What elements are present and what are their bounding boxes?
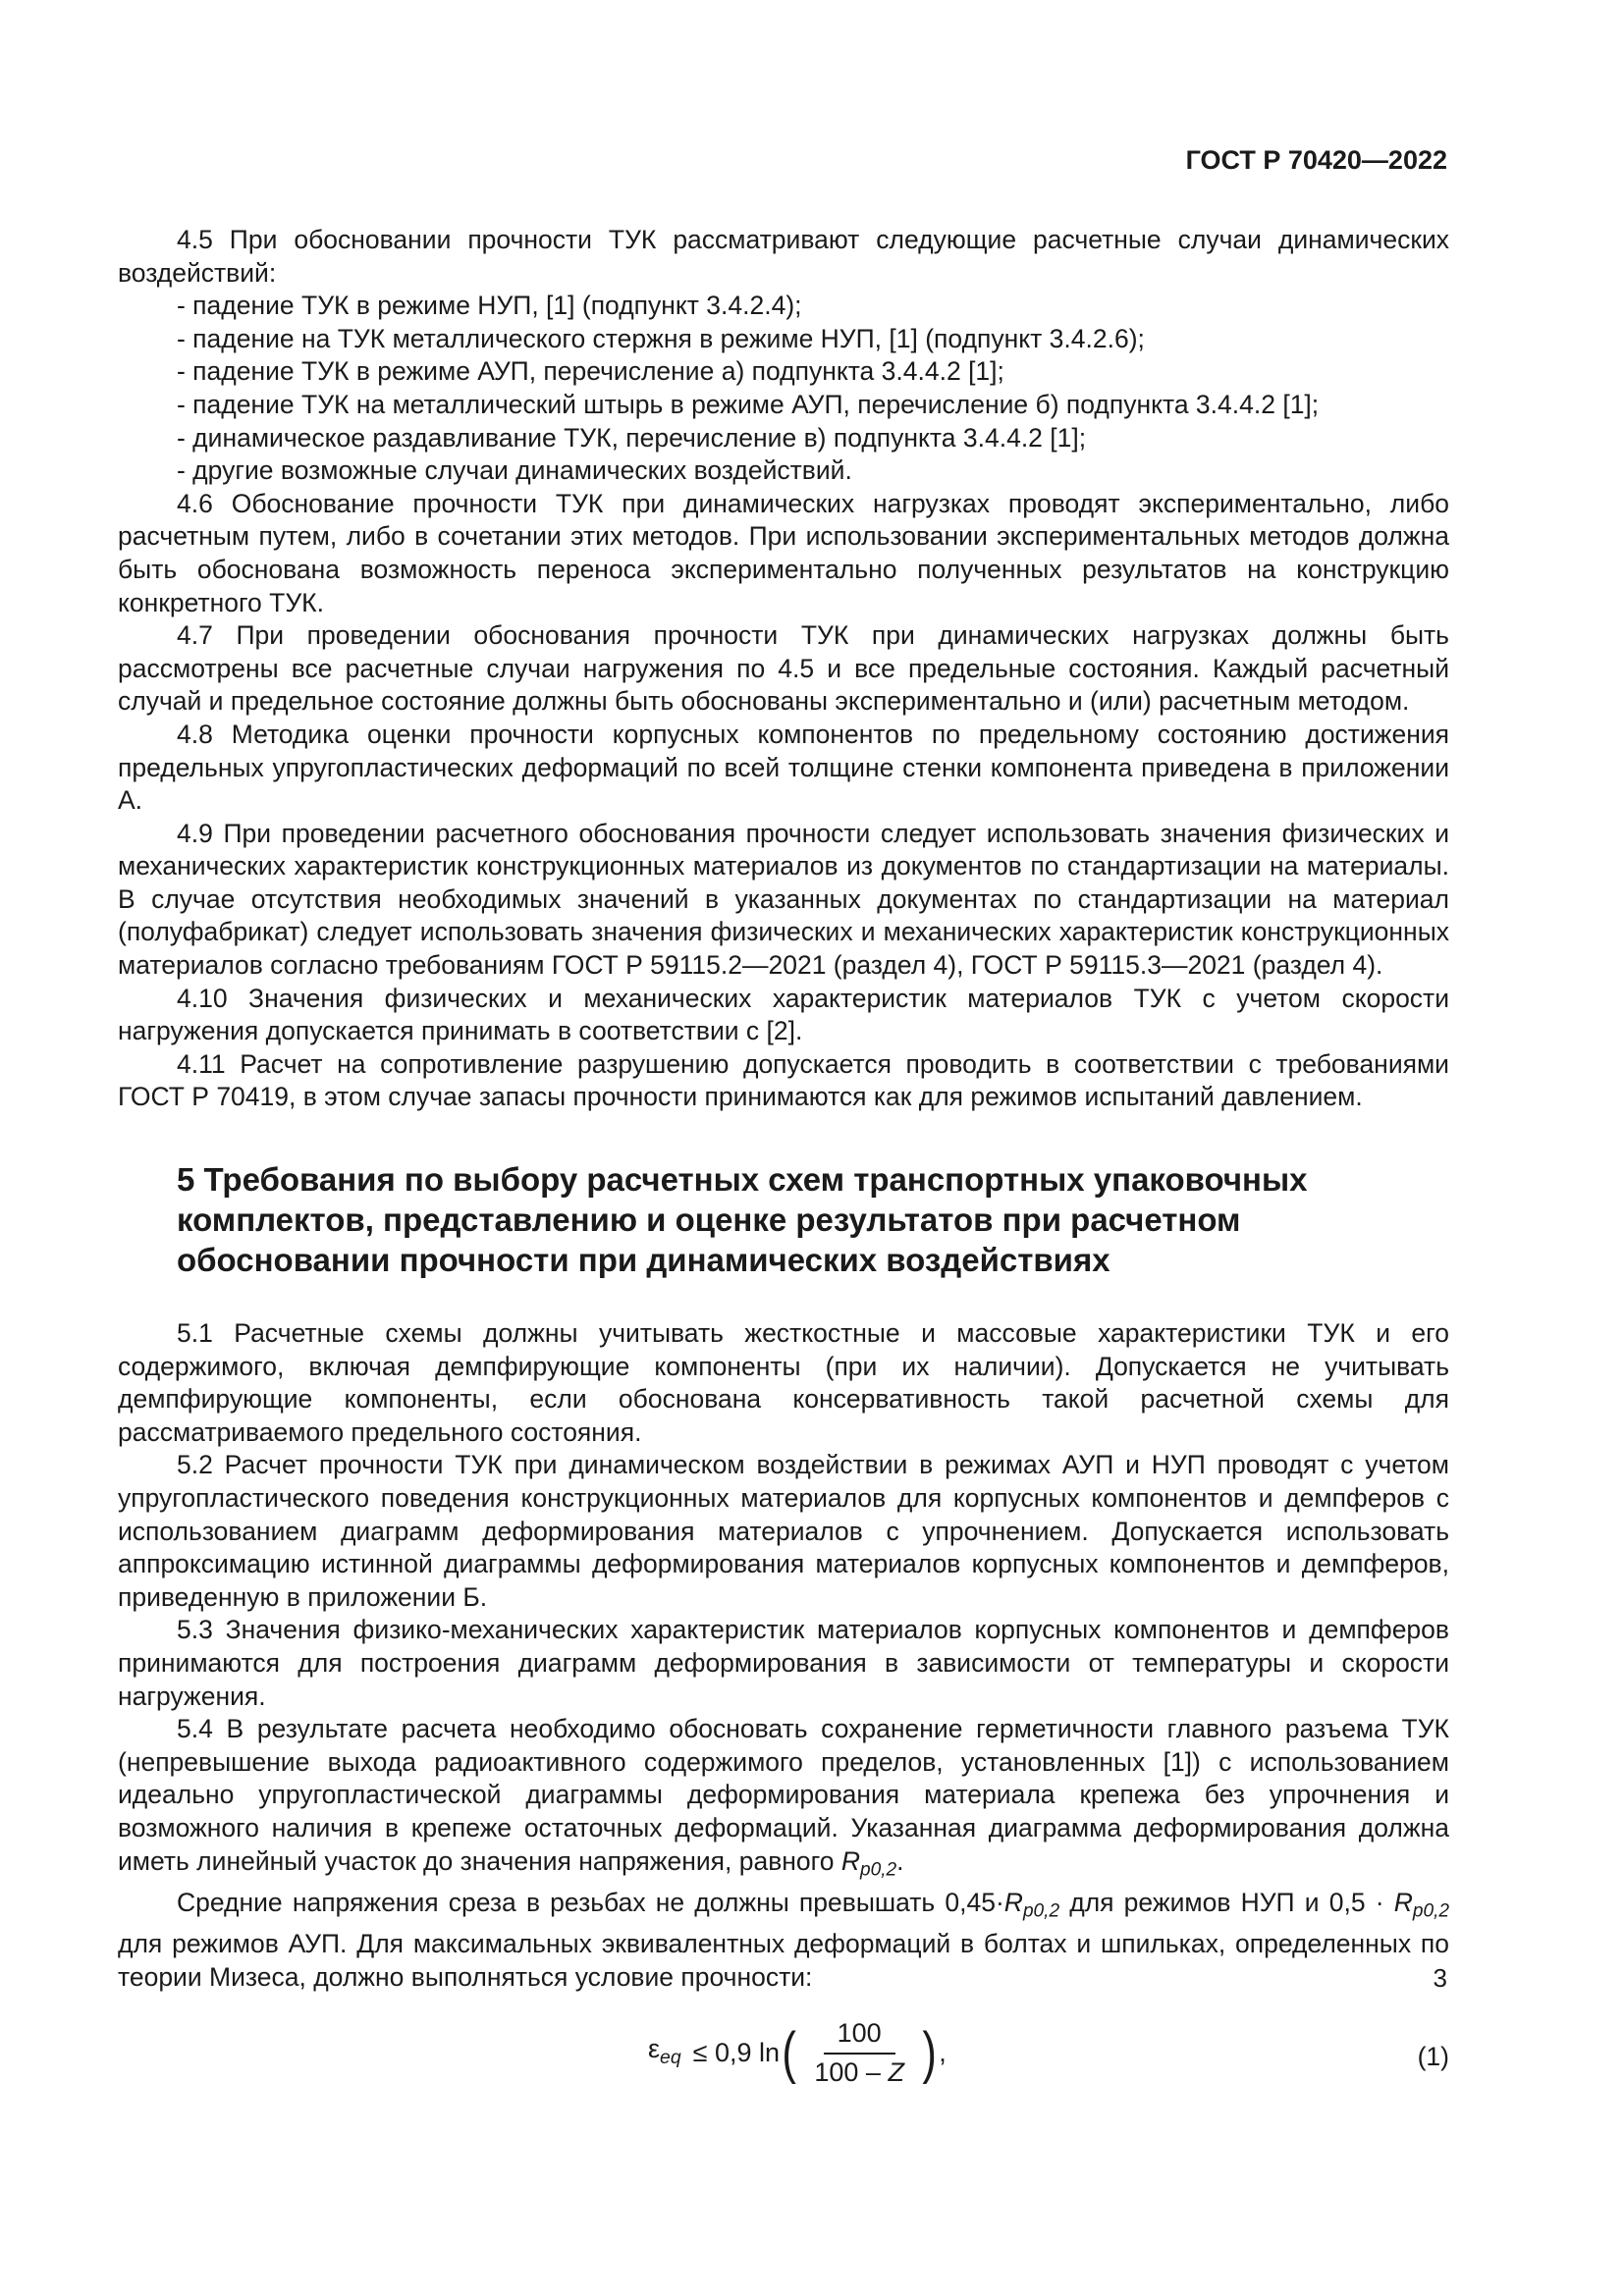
paragraph-shear-stress — [118, 1887, 1449, 1995]
shear-text-3: для режимов АУП. Для максимальных эквивалентных деформаций в болтах и шпильках, определенных по теории Мизеса, должно выполняться условие прочности: — [118, 1929, 1449, 1992]
document-body — [118, 224, 1449, 2102]
paragraph-4-7: 4.7 При проведении обоснования прочности ТУК при динамических нагрузках должны быть рассмотрены все расчетные случаи нагружения по 4.5 и все предельные состояния. Каждый расчетный случай и предельное состояние должны быть обоснованы экспериментально и (или) расчетным методом. — [118, 620, 1449, 717]
list-item: - падение ТУК на металлический штырь в режиме АУП, перечисление б) подпункта 3.4.4.2 [1]; — [177, 389, 1320, 419]
rp02-symbol: $R_{p0,2}$ — [1393, 1887, 1449, 1922]
formula-denominator: 100 – Z — [814, 2056, 904, 2087]
paragraph-5-4-text: 5.4 В результате расчета необходимо обосновать сохранение герметичности главного разъема ТУК (непревышение выхода радиоактивного содержимого пределов, установленных [1]) с использованием идеально упругопластической диаграммы деформирования материала крепежа без упрочнения и возможного наличия в крепеже остаточных деформаций. Указанная диаграмма деформирования должна иметь линейный участок до значения напряжения, равного — [118, 1714, 1449, 1876]
list-item: - падение ТУК в режиме НУП, [1] (подпункт 3.4.2.4); — [177, 291, 802, 321]
formula-relation: ≤ 0,9 ln — [692, 2038, 781, 2068]
paragraph-4-11: 4.11 Расчет на сопротивление разрушению допускается проводить в соответствии с требованиями ГОСТ Р 70419, в этом случае запасы прочности принимаются как для режимов испытаний давлением. — [118, 1048, 1449, 1112]
formula-1 — [118, 2011, 1449, 2102]
right-paren-glyph: ) — [922, 2020, 937, 2085]
paragraph-4-8: 4.8 Методика оценки прочности корпусных компонентов по предельному состоянию достижения предельных упругопластических деформаций по всей толщине стенки компонента приведена в приложении А. — [118, 719, 1449, 816]
list-item: - другие возможные случаи динамических воздействий. — [177, 455, 852, 486]
list-item: - динамическое раздавливание ТУК, перечисление в) подпункта 3.4.4.2 [1]; — [177, 422, 1087, 453]
rp02-symbol: $R_{p0,2}$ — [1003, 1887, 1060, 1922]
rp02-symbol: $R_{p0,2}$ — [840, 1845, 897, 1881]
formula-tail: , — [939, 2038, 947, 2068]
shear-text-2: для режимов НУП и 0,5 · — [1069, 1887, 1384, 1917]
formula-numerator: 100 — [824, 2017, 895, 2055]
paragraph-4-6: 4.6 Обоснование прочности ТУК при динамических нагрузках проводят экспериментально, либо расчетным путем, либо в сочетании этих методов. При использовании экспериментальных методов должна быть обоснована возможность переноса экспериментально полученных результатов на конструкцию конкретного ТУК. — [118, 488, 1449, 617]
paragraph-5-1: 5.1 Расчетные схемы должны учитывать жесткостные и массовые характеристики ТУК и его содержимого, включая демпфирующие компоненты (при их наличии). Допускается не учитывать демпфирующие компоненты, если обоснована консервативность такой расчетной схемы для рассматриваемого предельного состояния. — [118, 1318, 1449, 1447]
formula-expression — [648, 2017, 947, 2089]
paragraph-5-2: 5.2 Расчет прочности ТУК при динамическом воздействии в режимах АУП и НУП проводят с учетом упругопластического поведения конструкционных материалов для корпусных компонентов и демпферов с использованием диаграмм деформирования материалов с упрочнением. Допускается использовать аппроксимацию истинной диаграммы деформирования материалов корпусных компонентов и демпферов, приведенную в приложении Б. — [118, 1450, 1449, 1612]
equation-number: (1) — [1417, 2042, 1449, 2072]
formula-fraction — [800, 2017, 918, 2089]
shear-text-1: Средние напряжения среза в резьбах не должны превышать 0,45· — [177, 1887, 1004, 1917]
left-paren-glyph: ( — [782, 2020, 796, 2085]
paragraph-5-3: 5.3 Значения физико-механических характеристик материалов корпусных компонентов и демпферов принимаются для построения диаграмм деформирования в зависимости от температуры и скорости нагружения. — [118, 1615, 1449, 1711]
paragraph-4-5-intro: 4.5 При обосновании прочности ТУК рассматривают следующие расчетные случаи динамических воздействий: — [118, 225, 1449, 288]
formula-epsilon: $\varepsilon_{eq}$ — [648, 2033, 681, 2068]
page-number: 3 — [1433, 1963, 1447, 1993]
list-item: - падение ТУК в режиме АУП, перечисление а) подпункта 3.4.4.2 [1]; — [177, 356, 1004, 387]
section-5-heading: 5 Требования по выбору расчетных схем транспортных упаковочных комплектов, представлению и оценке результатов при расчетном обосновании прочности при динамических воздействиях — [177, 1161, 1308, 1279]
paragraph-5-4: 5.4 В результате расчета необходимо обосновать сохранение герметичности главного разъема ТУК (непревышение выхода радиоактивного содержимого пределов, установленных [1]) с использованием идеально упругопластической диаграммы деформирования материала крепежа без упрочнения и возможного наличия в крепеже остаточных деформаций. Указанная диаграмма деформирования должна иметь линейный участок до значения напряжения, равного $R_{p0,2}$. — [118, 1714, 1449, 1881]
list-item: - падение на ТУК металлического стержня в режиме НУП, [1] (подпункт 3.4.2.6); — [177, 323, 1145, 353]
document-header-code: ГОСТ Р 70420—2022 — [1185, 145, 1447, 175]
paragraph-4-10: 4.10 Значения физических и механических характеристик материалов ТУК с учетом скорости нагружения допускается принимать в соответствии с [2]. — [118, 983, 1449, 1046]
paragraph-4-9: 4.9 При проведении расчетного обоснования прочности следует использовать значения физических и механических характеристик конструкционных материалов из документов по стандартизации на материалы. В случае отсутствия необходимых значений в указанных документах по стандартизации на материал (полуфабрикат) следует использовать значения физических и механических характеристик конструкционных материалов согласно требованиям ГОСТ Р 59115.2—2021 (раздел 4), ГОСТ Р 59115.3—2021 (раздел 4). — [118, 818, 1449, 981]
